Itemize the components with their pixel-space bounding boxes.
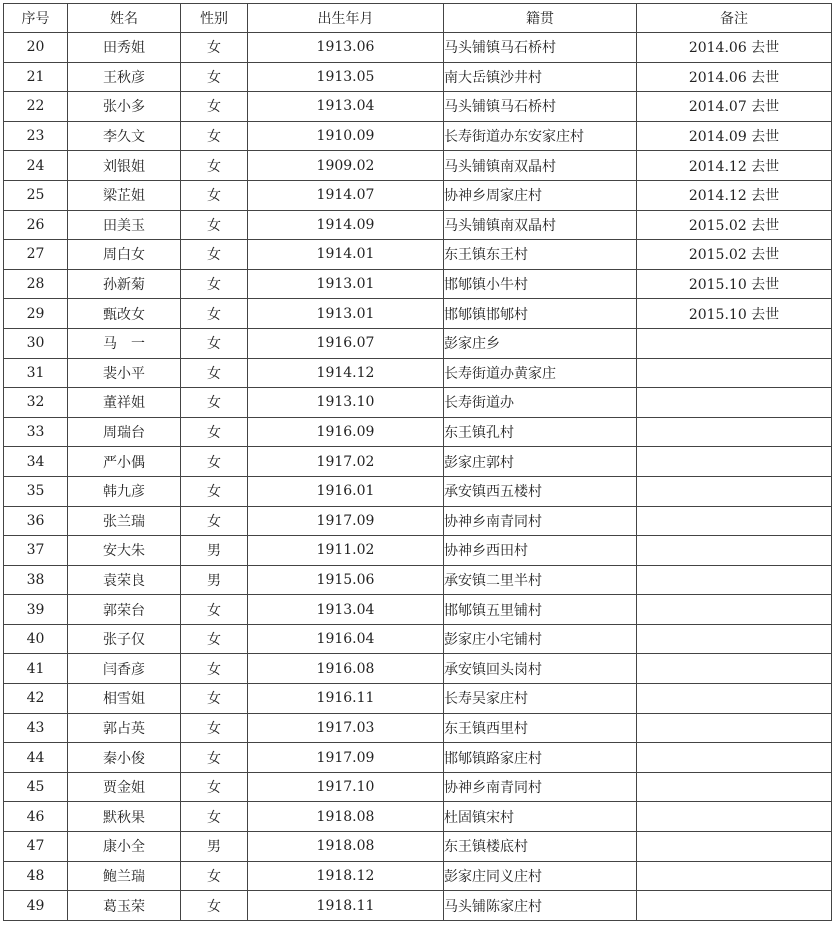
cell-name: 贾金姐	[68, 772, 181, 802]
header-row	[4, 4, 832, 33]
cell-seq: 38	[4, 565, 68, 595]
cell-note	[637, 536, 832, 566]
cell-seq: 37	[4, 536, 68, 566]
table-row	[4, 772, 832, 802]
cell-seq: 47	[4, 832, 68, 862]
cell-name: 郭占英	[68, 713, 181, 743]
cell-birth: 1917.03	[248, 713, 444, 743]
cell-note: 2014.09 去世	[637, 121, 832, 151]
cell-name: 韩九彦	[68, 476, 181, 506]
cell-note	[637, 624, 832, 654]
cell-note	[637, 388, 832, 418]
cell-sex: 女	[181, 358, 248, 388]
cell-birth: 1916.01	[248, 476, 444, 506]
cell-origin: 彭家庄同义庄村	[444, 861, 637, 891]
cell-name: 张子仅	[68, 624, 181, 654]
cell-name: 安大朱	[68, 536, 181, 566]
header-seq: 序号	[4, 4, 68, 33]
cell-seq: 34	[4, 447, 68, 477]
cell-seq: 43	[4, 713, 68, 743]
cell-birth: 1914.01	[248, 240, 444, 270]
cell-birth: 1913.04	[248, 595, 444, 625]
cell-name: 刘银姐	[68, 151, 181, 181]
cell-name: 默秋果	[68, 802, 181, 832]
table-row	[4, 92, 832, 122]
cell-origin: 协神乡西田村	[444, 536, 637, 566]
cell-seq: 33	[4, 417, 68, 447]
table-row	[4, 832, 832, 862]
cell-sex: 女	[181, 743, 248, 773]
cell-seq: 49	[4, 891, 68, 921]
cell-note: 2015.02 去世	[637, 210, 832, 240]
cell-sex: 男	[181, 832, 248, 862]
cell-birth: 1917.02	[248, 447, 444, 477]
table-row	[4, 121, 832, 151]
cell-birth: 1916.08	[248, 654, 444, 684]
cell-note: 2014.07 去世	[637, 92, 832, 122]
header-birth: 出生年月	[248, 4, 444, 33]
table-row	[4, 151, 832, 181]
cell-name: 郭荣台	[68, 595, 181, 625]
cell-sex: 女	[181, 33, 248, 63]
cell-sex: 女	[181, 121, 248, 151]
header-note: 备注	[637, 4, 832, 33]
header-name: 姓名	[68, 4, 181, 33]
cell-origin: 长寿街道办	[444, 388, 637, 418]
cell-birth: 1913.06	[248, 33, 444, 63]
cell-birth: 1916.09	[248, 417, 444, 447]
cell-seq: 35	[4, 476, 68, 506]
cell-sex: 女	[181, 92, 248, 122]
cell-sex: 女	[181, 506, 248, 536]
cell-birth: 1915.06	[248, 565, 444, 595]
cell-origin: 长寿街道办东安家庄村	[444, 121, 637, 151]
cell-sex: 女	[181, 269, 248, 299]
cell-note: 2014.12 去世	[637, 180, 832, 210]
cell-origin: 杜固镇宋村	[444, 802, 637, 832]
table-row	[4, 358, 832, 388]
cell-name: 严小偶	[68, 447, 181, 477]
cell-origin: 马头铺镇马石桥村	[444, 92, 637, 122]
cell-origin: 邯郇镇路家庄村	[444, 743, 637, 773]
cell-seq: 23	[4, 121, 68, 151]
cell-note	[637, 417, 832, 447]
cell-origin: 马头铺镇南双晶村	[444, 210, 637, 240]
cell-birth: 1916.11	[248, 684, 444, 714]
cell-sex: 女	[181, 891, 248, 921]
table-row	[4, 269, 832, 299]
cell-sex: 女	[181, 476, 248, 506]
header-sex: 性别	[181, 4, 248, 33]
cell-note	[637, 684, 832, 714]
table-row	[4, 417, 832, 447]
cell-birth: 1916.07	[248, 328, 444, 358]
cell-birth: 1914.09	[248, 210, 444, 240]
cell-birth: 1909.02	[248, 151, 444, 181]
table-row	[4, 565, 832, 595]
cell-origin: 马头铺陈家庄村	[444, 891, 637, 921]
cell-origin: 协神乡南青同村	[444, 506, 637, 536]
cell-birth: 1913.04	[248, 92, 444, 122]
cell-note	[637, 447, 832, 477]
table-row	[4, 654, 832, 684]
cell-note	[637, 328, 832, 358]
cell-sex: 女	[181, 299, 248, 329]
table-row	[4, 743, 832, 773]
cell-birth: 1913.01	[248, 299, 444, 329]
cell-note	[637, 891, 832, 921]
cell-note: 2014.06 去世	[637, 33, 832, 63]
cell-sex: 女	[181, 654, 248, 684]
cell-sex: 女	[181, 447, 248, 477]
cell-seq: 24	[4, 151, 68, 181]
table-row	[4, 62, 832, 92]
cell-seq: 45	[4, 772, 68, 802]
register-table	[3, 3, 832, 921]
cell-birth: 1917.10	[248, 772, 444, 802]
table-row	[4, 891, 832, 921]
cell-birth: 1918.12	[248, 861, 444, 891]
table-row	[4, 861, 832, 891]
cell-seq: 31	[4, 358, 68, 388]
cell-origin: 马头铺镇南双晶村	[444, 151, 637, 181]
cell-birth: 1914.12	[248, 358, 444, 388]
cell-origin: 马头铺镇马石桥村	[444, 33, 637, 63]
cell-origin: 长寿吴家庄村	[444, 684, 637, 714]
cell-seq: 25	[4, 180, 68, 210]
cell-origin: 东王镇西里村	[444, 713, 637, 743]
cell-name: 鲍兰瑞	[68, 861, 181, 891]
cell-birth: 1917.09	[248, 743, 444, 773]
cell-note	[637, 476, 832, 506]
cell-sex: 女	[181, 713, 248, 743]
table-row	[4, 802, 832, 832]
table-row	[4, 624, 832, 654]
cell-sex: 女	[181, 861, 248, 891]
cell-sex: 女	[181, 624, 248, 654]
cell-sex: 男	[181, 565, 248, 595]
table-row	[4, 595, 832, 625]
cell-sex: 女	[181, 595, 248, 625]
cell-seq: 40	[4, 624, 68, 654]
cell-note	[637, 506, 832, 536]
cell-seq: 26	[4, 210, 68, 240]
cell-origin: 彭家庄小宅铺村	[444, 624, 637, 654]
cell-note: 2014.12 去世	[637, 151, 832, 181]
cell-name: 张小多	[68, 92, 181, 122]
cell-origin: 东王镇孔村	[444, 417, 637, 447]
table-row	[4, 33, 832, 63]
cell-name: 裴小平	[68, 358, 181, 388]
cell-name: 周白女	[68, 240, 181, 270]
cell-sex: 女	[181, 180, 248, 210]
cell-note: 2015.02 去世	[637, 240, 832, 270]
cell-birth: 1913.05	[248, 62, 444, 92]
cell-name: 周瑞台	[68, 417, 181, 447]
cell-note: 2014.06 去世	[637, 62, 832, 92]
cell-name: 王秋彦	[68, 62, 181, 92]
cell-name: 马 一	[68, 328, 181, 358]
cell-seq: 36	[4, 506, 68, 536]
cell-seq: 32	[4, 388, 68, 418]
cell-birth: 1914.07	[248, 180, 444, 210]
cell-birth: 1917.09	[248, 506, 444, 536]
cell-origin: 邯郇镇五里铺村	[444, 595, 637, 625]
cell-seq: 30	[4, 328, 68, 358]
cell-origin: 彭家庄郭村	[444, 447, 637, 477]
cell-origin: 承安镇西五楼村	[444, 476, 637, 506]
cell-seq: 39	[4, 595, 68, 625]
table-header	[4, 4, 832, 33]
cell-note: 2015.10 去世	[637, 299, 832, 329]
cell-origin: 彭家庄乡	[444, 328, 637, 358]
cell-origin: 邯郇镇小牛村	[444, 269, 637, 299]
table-row	[4, 388, 832, 418]
table-row	[4, 684, 832, 714]
cell-sex: 女	[181, 417, 248, 447]
cell-name: 张兰瑞	[68, 506, 181, 536]
cell-birth: 1910.09	[248, 121, 444, 151]
cell-name: 田美玉	[68, 210, 181, 240]
cell-note	[637, 772, 832, 802]
cell-sex: 男	[181, 536, 248, 566]
cell-note	[637, 743, 832, 773]
cell-sex: 女	[181, 328, 248, 358]
cell-name: 甄改女	[68, 299, 181, 329]
cell-sex: 女	[181, 802, 248, 832]
cell-origin: 长寿街道办黄家庄	[444, 358, 637, 388]
cell-seq: 28	[4, 269, 68, 299]
cell-seq: 48	[4, 861, 68, 891]
table-row	[4, 328, 832, 358]
cell-sex: 女	[181, 388, 248, 418]
cell-seq: 44	[4, 743, 68, 773]
cell-seq: 27	[4, 240, 68, 270]
table-row	[4, 447, 832, 477]
cell-name: 梁芷姐	[68, 180, 181, 210]
cell-name: 秦小俊	[68, 743, 181, 773]
cell-origin: 东王镇东王村	[444, 240, 637, 270]
cell-name: 相雪姐	[68, 684, 181, 714]
cell-name: 袁荣良	[68, 565, 181, 595]
cell-note	[637, 802, 832, 832]
table-row	[4, 713, 832, 743]
cell-name: 李久文	[68, 121, 181, 151]
cell-origin: 协神乡周家庄村	[444, 180, 637, 210]
cell-origin: 东王镇楼底村	[444, 832, 637, 862]
cell-note	[637, 832, 832, 862]
cell-origin: 承安镇回头岗村	[444, 654, 637, 684]
cell-birth: 1918.08	[248, 802, 444, 832]
table-row	[4, 476, 832, 506]
cell-name: 康小全	[68, 832, 181, 862]
cell-seq: 22	[4, 92, 68, 122]
cell-seq: 46	[4, 802, 68, 832]
cell-origin: 南大岳镇沙井村	[444, 62, 637, 92]
cell-birth: 1918.11	[248, 891, 444, 921]
cell-birth: 1911.02	[248, 536, 444, 566]
table-row	[4, 536, 832, 566]
table-row	[4, 506, 832, 536]
cell-sex: 女	[181, 240, 248, 270]
cell-seq: 42	[4, 684, 68, 714]
cell-name: 孙新菊	[68, 269, 181, 299]
cell-birth: 1918.08	[248, 832, 444, 862]
header-origin: 籍贯	[444, 4, 637, 33]
cell-note	[637, 713, 832, 743]
cell-origin: 邯郇镇邯郇村	[444, 299, 637, 329]
cell-origin: 协神乡南青同村	[444, 772, 637, 802]
cell-origin: 承安镇二里半村	[444, 565, 637, 595]
cell-sex: 女	[181, 62, 248, 92]
cell-note	[637, 654, 832, 684]
cell-seq: 41	[4, 654, 68, 684]
cell-note	[637, 565, 832, 595]
cell-sex: 女	[181, 151, 248, 181]
table-body	[4, 33, 832, 921]
cell-birth: 1913.01	[248, 269, 444, 299]
table-row	[4, 210, 832, 240]
cell-name: 董祥姐	[68, 388, 181, 418]
cell-sex: 女	[181, 684, 248, 714]
cell-note	[637, 358, 832, 388]
table-row	[4, 240, 832, 270]
cell-name: 闫香彦	[68, 654, 181, 684]
cell-sex: 女	[181, 210, 248, 240]
cell-birth: 1913.10	[248, 388, 444, 418]
cell-seq: 21	[4, 62, 68, 92]
cell-note: 2015.10 去世	[637, 269, 832, 299]
cell-name: 葛玉荣	[68, 891, 181, 921]
cell-note	[637, 595, 832, 625]
cell-sex: 女	[181, 772, 248, 802]
cell-name: 田秀姐	[68, 33, 181, 63]
cell-seq: 29	[4, 299, 68, 329]
table-row	[4, 299, 832, 329]
table-row	[4, 180, 832, 210]
cell-seq: 20	[4, 33, 68, 63]
cell-birth: 1916.04	[248, 624, 444, 654]
cell-note	[637, 861, 832, 891]
